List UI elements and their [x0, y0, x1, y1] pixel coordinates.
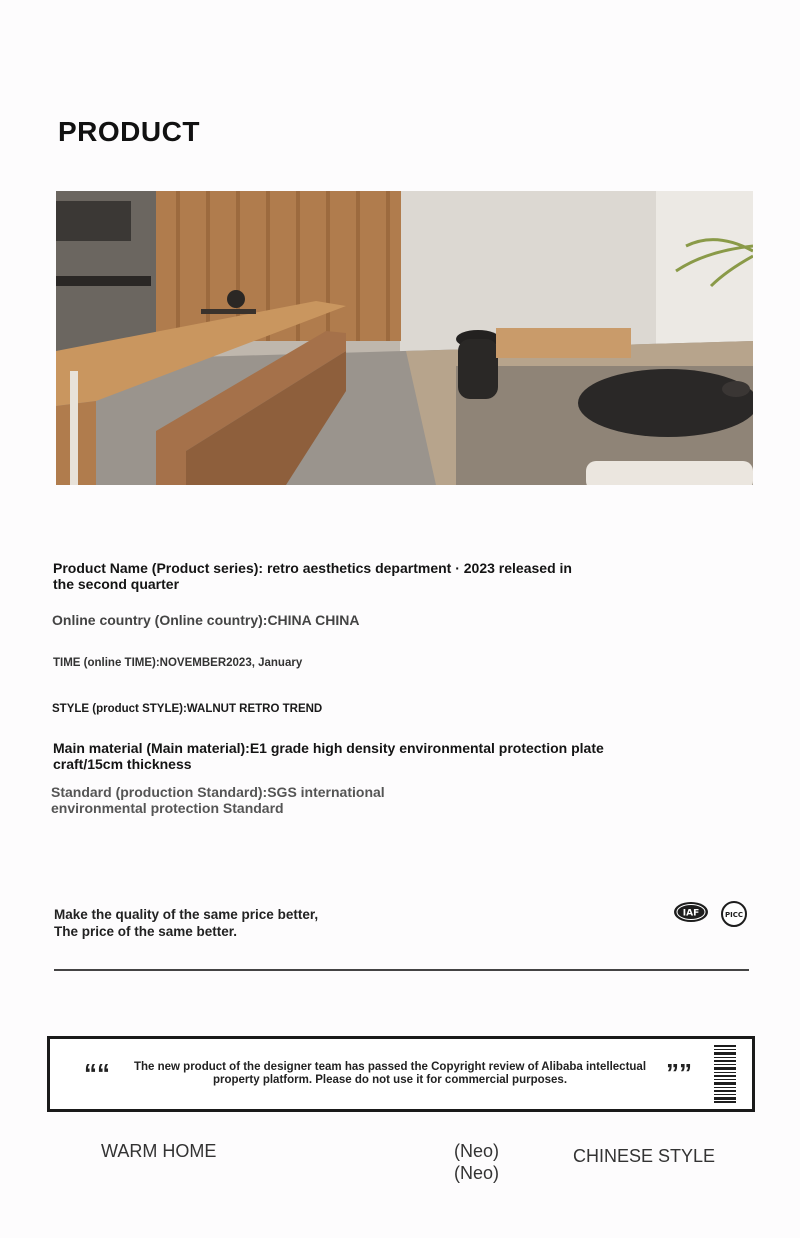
footer-neo-line-2: (Neo) — [454, 1163, 500, 1183]
interior-photo-icon — [56, 191, 753, 485]
slogan — [54, 906, 318, 940]
spec-production-standard: Standard (production Standard):SGS international environmental protection Standard — [51, 784, 385, 816]
spec-online-time: TIME (online TIME):NOVEMBER2023, January — [53, 657, 303, 669]
footer-neo-line-1: (Neo) — [454, 1141, 500, 1161]
product-photo — [56, 191, 753, 485]
slogan-line-1: Make the quality of the same price better, — [54, 907, 319, 922]
iaf-logo-icon — [673, 901, 709, 923]
open-quote-icon: ““ — [84, 1058, 110, 1088]
spec-main-material: Main material (Main material):E1 grade high density environmental protection plate craft/15cm thickness — [53, 740, 604, 772]
spec-product-name: Product Name (Product series): retro aesthetics department · 2023 released in the second quarter — [53, 560, 572, 592]
spec-online-country: Online country (Online country):CHINA CHINA — [52, 612, 360, 628]
copyright-banner — [47, 1036, 755, 1112]
iaf-logo-label: IAF — [682, 908, 700, 919]
picc-logo-icon — [721, 901, 747, 927]
footer-warm-home: WARM HOME — [101, 1141, 217, 1161]
footer-neo — [454, 1140, 499, 1184]
barcode-icon — [714, 1045, 736, 1103]
page-title: PRODUCT — [58, 116, 200, 147]
copyright-notice: The new product of the designer team has passed the Copyright review of Alibaba intellectual property platform. Please do not use it for commercial purposes. — [133, 1061, 647, 1086]
close-quote-icon: ”” — [666, 1058, 692, 1088]
spec-product-style: STYLE (product STYLE):WALNUT RETRO TREND — [52, 703, 323, 715]
footer-chinese-style: CHINESE STYLE — [573, 1146, 716, 1166]
divider — [54, 969, 749, 971]
picc-logo-label: PICC — [724, 911, 744, 919]
slogan-line-2: The price of the same better. — [54, 924, 238, 939]
